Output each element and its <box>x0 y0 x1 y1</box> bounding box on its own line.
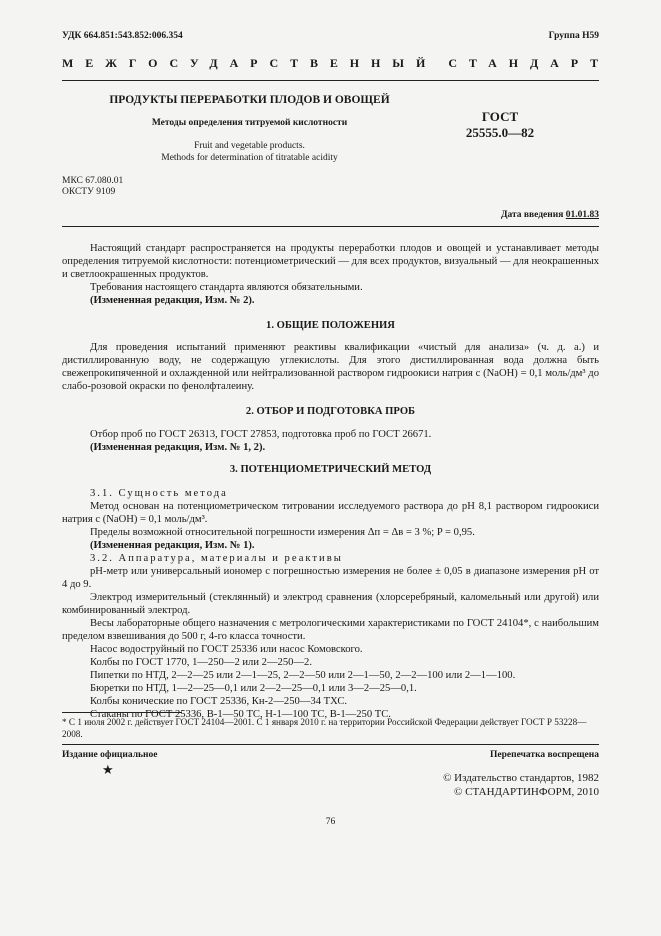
section-1-body <box>62 341 599 393</box>
footnote-divider <box>62 712 182 713</box>
copyright-2: © СТАНДАРТИНФОРМ, 2010 <box>454 786 599 798</box>
paragraph: Пределы возможной относительной погрешности измерения Δп = Δв = 3 %; P = 0,95. <box>90 527 475 538</box>
intro-date-label: Дата введения <box>500 210 564 220</box>
paragraph: Требования настоящего стандарта являются обязательными. <box>90 282 363 293</box>
section-3-heading: 3. ПОТЕНЦИОМЕТРИЧЕСКИЙ МЕТОД <box>229 464 432 475</box>
equipment-item: Пипетки по НТД, 2—2—25 или 2—1—25, 2—2—50 или 2—1—50, 2—2—100 или 2—1—100. <box>90 670 516 681</box>
equipment-item: Стаканы по ГОСТ 25336, В-1—50 ТС, Н-1—100 ТС, В-1—250 ТС. <box>90 709 391 720</box>
group-code: Группа Н59 <box>548 31 599 41</box>
banner-left: МЕЖГОСУДАРСТВЕННЫЙ <box>62 56 438 70</box>
subsection-3-1: 3.1. Сущность метода <box>90 488 228 499</box>
amendment-note: (Измененная редакция, Изм. № 2). <box>90 295 255 306</box>
paragraph: Настоящий стандарт распространяется на продукты переработки плодов и овощей и устанавливает методы определения титруемой кислотности: потенциометрический — для всех продуктов, визуальный — для неокрашенных и светлоокрашенных продуктов. <box>62 243 599 280</box>
intro-date-value: 01.01.83 <box>565 210 599 220</box>
star-icon: ★ <box>102 762 114 777</box>
equipment-item: Бюретки по НТД, 1—2—25—0,1 или 2—2—25—0,1 или 3—2—25—0,1. <box>90 683 417 694</box>
gost-number: 25555.0—82 <box>465 125 535 140</box>
document-title: ПРОДУКТЫ ПЕРЕРАБОТКИ ПЛОДОВ И ОВОЩЕЙ <box>109 94 390 106</box>
equipment-item: Весы лабораторные общего назначения с метрологическими характеристиками по ГОСТ 24104*, с наибольшим пределом взвешивания до 500 г, 4-го класса точности. <box>62 618 599 642</box>
udk-code: УДК 664.851:543.852:006.354 <box>62 31 183 41</box>
equipment-item: Насос водоструйный по ГОСТ 25336 или насос Комовского. <box>90 644 363 655</box>
document-subtitle: Методы определения титруемой кислотности <box>151 118 348 128</box>
divider <box>62 80 599 81</box>
mks-code: МКС 67.080.01 <box>62 176 124 186</box>
equipment-item: Колбы конические по ГОСТ 25336, Кн-2—250—34 ТХС. <box>90 696 348 707</box>
introduction-date <box>501 210 599 220</box>
equipment-item: Колбы по ГОСТ 1770, 1—250—2 или 2—250—2. <box>90 657 312 668</box>
amendment-note: (Измененная редакция, Изм. № 1). <box>90 540 255 551</box>
divider <box>62 744 599 745</box>
divider <box>62 226 599 227</box>
official-edition: Издание официальное <box>62 750 158 760</box>
paragraph: Для проведения испытаний применяют реактивы квалификации «чистый для анализа» (ч. д. а.) и дистиллированную воду, не содержащую углекислоты. Для этого дистиллированная вода должна быть свежепрокипяченной и охлажденной или нейтрализованной раствором гидроокиси натрия c (NaOH) = 0,1 моль/дм³ до слабо-розовой окраски по фенолфталеину. <box>62 342 599 392</box>
section-2-heading: 2. ОТБОР И ПОДГОТОВКА ПРОБ <box>245 406 416 417</box>
paragraph: Отбор проб по ГОСТ 26313, ГОСТ 27853, подготовка проб по ГОСТ 26671. <box>90 429 432 440</box>
equipment-item: pH-метр или универсальный иономер с погрешностью измерения не более ± 0,05 в диапазоне измерения pH от 4 до 9. <box>62 566 599 590</box>
preamble <box>62 242 599 307</box>
section-3-body <box>62 487 599 721</box>
footnote: * С 1 июля 2002 г. действует ГОСТ 24104—2001. С 1 января 2010 г. на территории Российской Федерации действует ГОСТ Р 53228—2008. <box>62 717 587 739</box>
paragraph: Метод основан на потенциометрическом титровании исследуемого раствора до pH 8,1 раствором гидроокиси натрия c (NaOH) = 0,1 моль/дм³. <box>62 501 599 525</box>
copyright-1: © Издательство стандартов, 1982 <box>443 772 599 784</box>
subsection-3-2: 3.2. Аппаратура, материалы и реактивы <box>90 553 343 564</box>
english-title-1: Fruit and vegetable products. <box>194 141 305 151</box>
okstu-code: ОКСТУ 9109 <box>62 187 116 197</box>
equipment-item: Электрод измерительный (стеклянный) и электрод сравнения (хлорсеребряный, каломельный или другой) или комбинированный электрод. <box>62 592 599 616</box>
section-2-body <box>62 428 599 454</box>
reprint-notice: Перепечатка воспрещена <box>489 750 599 760</box>
section-1-heading: 1. ОБЩИЕ ПОЛОЖЕНИЯ <box>266 320 395 331</box>
amendment-note: (Измененная редакция, Изм. № 1, 2). <box>90 442 266 453</box>
banner-right: СТАНДАРТ <box>448 56 610 70</box>
page-number: 76 <box>325 817 336 827</box>
english-title-2: Methods for determination of titratable acidity <box>161 153 338 163</box>
gost-label: ГОСТ <box>481 109 519 124</box>
